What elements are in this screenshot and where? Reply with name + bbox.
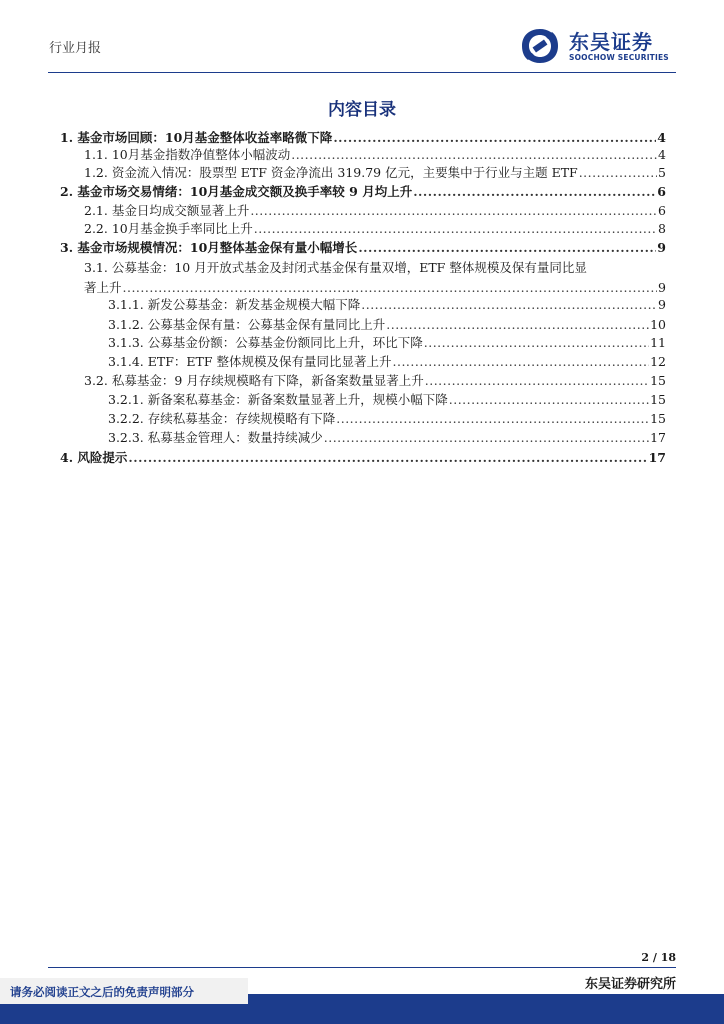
toc-entry-title: 1.1. 10月基金指数净值整体小幅波动 <box>84 147 291 162</box>
toc-entry-title[interactable]: 3.1. 公募基金：10 月开放式基金及封闭式基金保有量双增，ETF 整体规模及保有量同比显 <box>84 260 587 275</box>
toc-leader-dots <box>393 354 650 370</box>
toc-entry[interactable] <box>60 184 666 200</box>
toc-entry-page: 8 <box>658 221 666 236</box>
disclaimer-text: 请务必阅读正文之后的免责声明部分 <box>10 985 194 999</box>
toc-entry[interactable] <box>84 221 666 237</box>
brand-name-cn: 东吴证券 <box>569 30 653 54</box>
toc-entry-page: 6 <box>658 203 666 218</box>
toc-entry-page: 15 <box>650 373 666 388</box>
toc-entry-title: 3. 基金市场规模情况：10月整体基金保有量小幅增长 <box>60 240 358 255</box>
toc-entry-title: 2.2. 10月基金换手率同比上升 <box>84 221 253 236</box>
toc-entry[interactable] <box>108 430 666 446</box>
toc-entry[interactable] <box>108 317 666 333</box>
toc-entry-page: 4 <box>657 130 666 145</box>
toc-leader-dots <box>361 297 657 313</box>
toc-entry[interactable] <box>84 373 666 389</box>
toc-entry[interactable] <box>60 240 666 256</box>
toc-leader-dots <box>324 430 649 446</box>
toc-entry[interactable] <box>60 130 666 146</box>
toc-entry[interactable] <box>84 165 666 181</box>
toc-entry-title: 4. 风险提示 <box>60 450 128 465</box>
footer-divider <box>48 967 676 968</box>
toc-leader-dots <box>336 411 649 427</box>
toc-leader-dots <box>291 147 657 163</box>
toc-entry-title: 3.1.3. 公募基金份额：公募基金份额同比上升，环比下降 <box>108 335 423 350</box>
toc-entry[interactable] <box>84 203 666 219</box>
toc-entry-title: 1. 基金市场回顾：10月基金整体收益率略微下降 <box>60 130 333 145</box>
toc-entry[interactable] <box>108 392 666 408</box>
brand-name-en: SOOCHOW SECURITIES <box>569 53 669 62</box>
toc-leader-dots <box>425 373 649 389</box>
toc-entry[interactable] <box>60 450 666 466</box>
toc-entry-title: 3.2.3. 私募基金管理人：数量持续减少 <box>108 430 323 445</box>
toc-leader-dots <box>413 184 656 200</box>
toc-entry-page: 4 <box>658 147 666 162</box>
toc-entry-title: 3.1.4. ETF：ETF 整体规模及保有量同比显著上升 <box>108 354 392 369</box>
toc-leader-dots <box>250 203 657 219</box>
toc-entry-title: 3.2.2. 存续私募基金：存续规模略有下降 <box>108 411 336 426</box>
report-type-label: 行业月报 <box>49 41 102 56</box>
toc-leader-dots <box>254 221 657 237</box>
toc-entry-page: 10 <box>650 317 666 332</box>
footer-institute: 东吴证券研究所 <box>584 977 676 992</box>
toc-entry-page: 15 <box>650 411 666 426</box>
toc-title: 内容目录 <box>328 100 396 120</box>
toc-leader-dots <box>386 317 649 333</box>
toc-entry-page: 9 <box>658 297 666 312</box>
toc-leader-dots <box>333 130 656 146</box>
toc-leader-dots <box>123 280 658 296</box>
toc-entry[interactable] <box>108 297 666 313</box>
toc-leader-dots <box>424 335 649 351</box>
page-indicator: 2 / 18 <box>641 951 676 964</box>
toc-entry-page: 12 <box>650 354 666 369</box>
toc-leader-dots <box>358 240 656 256</box>
toc-entry[interactable] <box>108 354 666 370</box>
toc-leader-dots <box>128 450 647 466</box>
toc-entry-page: 6 <box>657 184 666 199</box>
toc-leader-dots <box>579 165 657 181</box>
toc-entry-page: 9 <box>657 240 666 255</box>
toc-entry-title-cont: 著上升 <box>84 280 122 295</box>
toc-entry[interactable] <box>84 280 666 296</box>
toc-entry-page: 5 <box>658 165 666 180</box>
toc-entry-page: 11 <box>650 335 666 350</box>
toc-entry-page: 15 <box>650 392 666 407</box>
toc-entry-title: 3.1.1. 新发公募基金：新发基金规模大幅下降 <box>108 297 361 312</box>
toc-entry-title: 2. 基金市场交易情绪：10月基金成交额及换手率较 9 月均上升 <box>60 184 413 199</box>
toc-entry[interactable] <box>108 335 666 351</box>
toc-entry[interactable] <box>84 147 666 163</box>
toc-entry-title: 3.2.1. 新备案私募基金：新备案数量显著上升，规模小幅下降 <box>108 392 448 407</box>
toc-entry-page: 9 <box>658 280 666 295</box>
toc-entry-title: 3.2. 私募基金：9 月存续规模略有下降，新备案数量显著上升 <box>84 373 424 388</box>
toc-entry[interactable] <box>108 411 666 427</box>
toc-entry-page: 17 <box>650 430 666 445</box>
toc-leader-dots <box>449 392 649 408</box>
toc-entry-title: 2.1. 基金日均成交额显著上升 <box>84 203 250 218</box>
toc-entry-title: 3.1.2. 公募基金保有量：公募基金保有量同比上升 <box>108 317 386 332</box>
toc-entry-page: 17 <box>648 450 666 465</box>
toc-entry-title: 1.2. 资金流入情况：股票型 ETF 资金净流出 319.79 亿元，主要集中于行业与主题 ETF <box>84 165 578 180</box>
